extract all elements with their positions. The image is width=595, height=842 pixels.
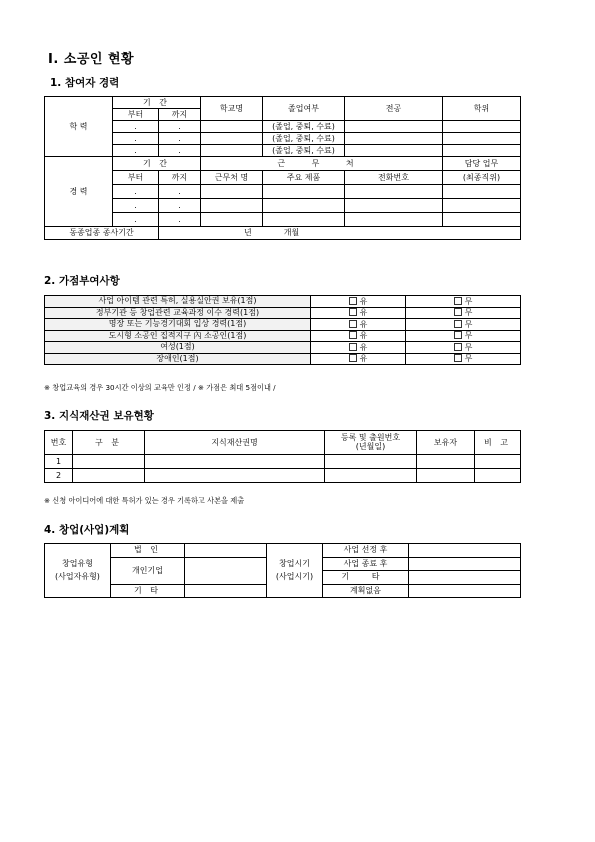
major-header: 전공 <box>345 97 443 121</box>
bonus-item: 사업 아이템 관련 특허, 실용실안권 보유(1점) <box>45 296 311 308</box>
career-position-1[interactable] <box>443 185 521 199</box>
career-from-2[interactable]: . <box>113 199 159 213</box>
bonus-yes[interactable]: 유 <box>311 342 406 354</box>
bonus-yes[interactable]: 유 <box>311 296 406 308</box>
to-header: 까지 <box>159 109 201 121</box>
bonus-yes[interactable]: 유 <box>311 319 406 331</box>
after-select-label: 사업 선정 후 <box>323 544 409 558</box>
checkbox-icon[interactable] <box>349 297 357 305</box>
year-label: 년 <box>244 228 252 237</box>
edu-from-2[interactable]: . <box>113 133 159 145</box>
bonus-no[interactable]: 무 <box>406 353 521 365</box>
bonus-yes[interactable]: 유 <box>311 307 406 319</box>
bonus-no[interactable]: 무 <box>406 307 521 319</box>
edu-to-1[interactable]: . <box>159 121 201 133</box>
checkbox-icon[interactable] <box>349 308 357 316</box>
checkbox-icon[interactable] <box>454 354 462 362</box>
bonus-no[interactable]: 무 <box>406 342 521 354</box>
ip-owner-1[interactable] <box>417 455 475 469</box>
period-header: 기 간 <box>113 97 201 109</box>
no-plan-value[interactable] <box>409 584 521 598</box>
edu-major-2[interactable] <box>345 133 443 145</box>
career-from-header: 부터 <box>113 171 159 185</box>
ip-reg-2[interactable] <box>325 469 417 483</box>
section-3-title: 3. 지식재산권 보유현황 <box>44 410 154 422</box>
same-industry-label: 동종업종 종사기간 <box>45 227 159 240</box>
edu-school-3[interactable] <box>201 145 263 157</box>
bonus-item: 명장 또는 기능경기대회 입상 경력(1점) <box>45 319 311 331</box>
after-end-value[interactable] <box>409 557 521 571</box>
edu-degree-3[interactable] <box>443 145 521 157</box>
edu-major-1[interactable] <box>345 121 443 133</box>
edu-to-3[interactable]: . <box>159 145 201 157</box>
edu-degree-2[interactable] <box>443 133 521 145</box>
no-header: 번호 <box>45 431 73 455</box>
section-2-title: 2. 가점부여사항 <box>44 275 120 287</box>
edu-major-3[interactable] <box>345 145 443 157</box>
career-period-header: 기 간 <box>113 157 201 171</box>
workplace-name-header: 근무처 명 <box>201 171 263 185</box>
bonus-no[interactable]: 무 <box>406 319 521 331</box>
section-4-title: 4. 창업(사업)계획 <box>44 524 130 536</box>
edu-to-2[interactable]: . <box>159 133 201 145</box>
edu-grad-2[interactable]: (졸업, 중퇴, 수료) <box>263 133 345 145</box>
career-workplace-3[interactable] <box>201 213 263 227</box>
edu-school-2[interactable] <box>201 133 263 145</box>
same-industry-duration[interactable] <box>159 227 521 240</box>
ip-note-2[interactable] <box>475 469 521 483</box>
section-1-title: 1. 참여자 경력 <box>50 77 120 89</box>
checkbox-icon[interactable] <box>454 331 462 339</box>
position-header: (최종직위) <box>443 171 521 185</box>
product-header: 주요 제품 <box>263 171 345 185</box>
checkbox-icon[interactable] <box>349 354 357 362</box>
bonus-item: 정부기관 등 창업관련 교육과정 이수 경력(1점) <box>45 307 311 319</box>
ip-row-no: 2 <box>45 469 73 483</box>
phone-header: 전화번호 <box>345 171 443 185</box>
edu-from-3[interactable]: . <box>113 145 159 157</box>
career-position-2[interactable] <box>443 199 521 213</box>
after-end-label: 사업 종료 후 <box>323 557 409 571</box>
career-workplace-2[interactable] <box>201 199 263 213</box>
career-phone-2[interactable] <box>345 199 443 213</box>
registration-header: 등록 및 출원번호 (년월일) <box>325 431 417 455</box>
graduation-header: 졸업여부 <box>263 97 345 121</box>
ip-type-2[interactable] <box>73 469 145 483</box>
ip-note: ※ 신청 아이디어에 대한 특허가 있는 경우 기록하고 사본을 제출 <box>44 496 245 505</box>
bonus-no[interactable]: 무 <box>406 330 521 342</box>
checkbox-icon[interactable] <box>349 343 357 351</box>
checkbox-icon[interactable] <box>454 297 462 305</box>
career-from-1[interactable]: . <box>113 185 159 199</box>
career-from-3[interactable]: . <box>113 213 159 227</box>
school-header: 학교명 <box>201 97 263 121</box>
ip-row-no: 1 <box>45 455 73 469</box>
workplace-header: 근 무 처 <box>201 157 443 171</box>
career-to-2[interactable]: . <box>159 199 201 213</box>
career-product-2[interactable] <box>263 199 345 213</box>
individual-label: 개인기업 <box>111 557 185 584</box>
after-select-value[interactable] <box>409 544 521 558</box>
career-to-header: 까지 <box>159 171 201 185</box>
ip-name-1[interactable] <box>145 455 325 469</box>
bonus-item: 도시형 소공인 집적지구 內 소공인(1점) <box>45 330 311 342</box>
bonus-yes[interactable]: 유 <box>311 353 406 365</box>
owner-header: 보유자 <box>417 431 475 455</box>
other-type-label: 기 타 <box>111 584 185 598</box>
page-title: Ⅰ. 소공인 현황 <box>48 52 135 67</box>
ip-type-1[interactable] <box>73 455 145 469</box>
bonus-table <box>44 295 521 365</box>
note-header: 비 고 <box>475 431 521 455</box>
corp-value[interactable] <box>185 544 267 558</box>
plan-table <box>44 543 521 598</box>
other-time-value[interactable] <box>409 571 521 585</box>
career-to-3[interactable]: . <box>159 213 201 227</box>
no-plan-label: 계획없음 <box>323 584 409 598</box>
ip-table <box>44 430 521 483</box>
ip-name-header: 지식재산권명 <box>145 431 325 455</box>
startup-time-label: 창업시기 (사업시기) <box>267 544 323 598</box>
degree-header: 학위 <box>443 97 521 121</box>
bonus-yes[interactable]: 유 <box>311 330 406 342</box>
individual-value[interactable] <box>185 557 267 584</box>
career-phone-3[interactable] <box>345 213 443 227</box>
ip-name-2[interactable] <box>145 469 325 483</box>
edu-grad-1[interactable]: (졸업, 중퇴, 수료) <box>263 121 345 133</box>
ip-owner-2[interactable] <box>417 469 475 483</box>
edu-grad-3[interactable]: (졸업, 중퇴, 수료) <box>263 145 345 157</box>
type-header: 구 분 <box>73 431 145 455</box>
checkbox-icon[interactable] <box>454 308 462 316</box>
bonus-no[interactable]: 무 <box>406 296 521 308</box>
bonus-note: ※ 창업교육의 경우 30시간 이상의 교육만 인정 / ※ 가점은 최대 5점이내 / <box>44 383 276 392</box>
career-label: 경 력 <box>45 157 113 227</box>
career-position-3[interactable] <box>443 213 521 227</box>
bonus-item: 여성(1점) <box>45 342 311 354</box>
career-product-1[interactable] <box>263 185 345 199</box>
career-phone-1[interactable] <box>345 185 443 199</box>
edu-from-1[interactable]: . <box>113 121 159 133</box>
career-table <box>44 96 521 240</box>
career-product-3[interactable] <box>263 213 345 227</box>
corp-label: 법 인 <box>111 544 185 558</box>
checkbox-icon[interactable] <box>349 331 357 339</box>
career-workplace-1[interactable] <box>201 185 263 199</box>
bonus-item: 장애인(1점) <box>45 353 311 365</box>
edu-label: 학 력 <box>45 97 113 157</box>
month-label: 개월 <box>283 228 300 237</box>
checkbox-icon[interactable] <box>454 343 462 351</box>
edu-school-1[interactable] <box>201 121 263 133</box>
ip-note-1[interactable] <box>475 455 521 469</box>
other-time-label: 기 타 <box>323 571 409 585</box>
other-type-value[interactable] <box>185 584 267 598</box>
checkbox-icon[interactable] <box>349 320 357 328</box>
checkbox-icon[interactable] <box>454 320 462 328</box>
duty-header: 담당 업무 <box>443 157 521 171</box>
ip-reg-1[interactable] <box>325 455 417 469</box>
from-header: 부터 <box>113 109 159 121</box>
career-to-1[interactable]: . <box>159 185 201 199</box>
startup-type-label: 창업유형 (사업자유형) <box>45 544 111 598</box>
edu-degree-1[interactable] <box>443 121 521 133</box>
